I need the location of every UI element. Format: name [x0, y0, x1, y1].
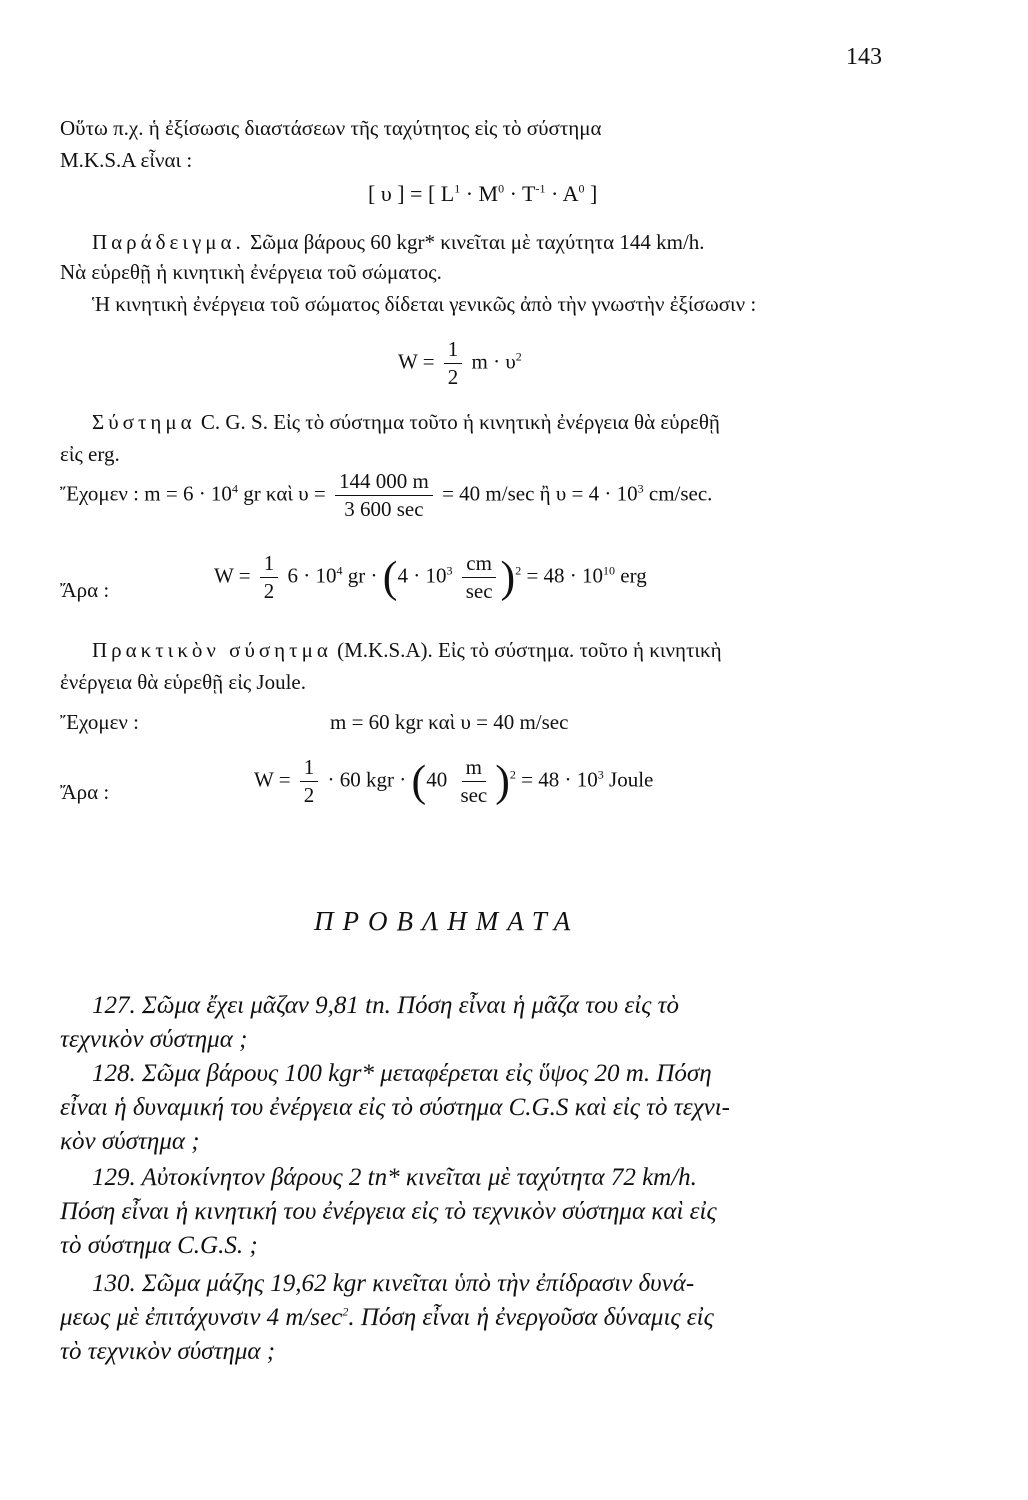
practical-w-mid: · 60 kgr ·	[327, 767, 407, 792]
dim-close: ]	[584, 181, 598, 206]
practical-ara-label: Ἄρα :	[60, 780, 110, 804]
formula-exp: 2	[515, 349, 522, 364]
dim-a: · A	[545, 181, 579, 206]
problem-130-line-3: τὸ τεχνικὸν σύστημα ;	[60, 1338, 276, 1365]
cgs-w-paren-exp: 3	[446, 563, 453, 578]
cgs-v-num: 144 000 m	[335, 470, 433, 496]
cgs-v-exp: 3	[637, 481, 644, 496]
problem-128-line-1: 128. Σῶμα βάρους 100 kgr* μεταφέρεται εἰς ὕψος 20 m. Πόση	[92, 1060, 712, 1087]
formula-rhs: m · υ	[471, 349, 516, 374]
cgs-have-label: Ἔχομεν :	[60, 481, 140, 506]
page-number: 143	[846, 44, 882, 70]
cgs-m-exp: 4	[231, 481, 238, 496]
practical-have-label: Ἔχομεν :	[60, 710, 140, 734]
practical-w-lhs: W =	[254, 767, 291, 792]
intro-line-1: Οὕτω π.χ. ἡ ἐξίσωσις διαστάσεων τῆς ταχύτητος εἰς τὸ σύστημα	[60, 116, 602, 140]
practical-close-paren: )	[495, 756, 510, 806]
cgs-w-mid: 6 · 10	[287, 563, 337, 588]
cgs-line-1	[92, 412, 720, 433]
example-line-3: Ἡ κινητικὴ ἐνέργεια τοῦ σώματος δίδεται γενικῶς ἀπὸ τὴν γνωστὴν ἐξίσωσιν :	[92, 292, 757, 316]
practical-text-1: (M.K.S.A). Εἰς τὸ σύστημα. τοῦτο ἡ κινητικὴ	[331, 638, 722, 662]
dim-lhs: [ υ ] = [	[368, 181, 441, 206]
example-line-2: Νὰ εὑρεθῇ ἡ κινητικὴ ἐνέργεια τοῦ σώματος.	[60, 260, 442, 284]
practical-w-num: 1	[300, 756, 319, 782]
dim-l-exp: 1	[454, 181, 461, 196]
dim-a-exp: 0	[578, 181, 585, 196]
formula-denominator: 2	[447, 365, 459, 390]
formula-lhs: W =	[398, 349, 435, 374]
cgs-m-unit: gr καὶ υ =	[237, 481, 326, 506]
example-line-1	[92, 232, 705, 253]
close-paren: )	[500, 552, 516, 602]
cgs-line-2: εἰς erg.	[60, 442, 120, 466]
practical-w-result: = 48 · 10	[521, 767, 598, 792]
formula-fraction	[444, 338, 463, 389]
practical-w-den: 2	[303, 783, 315, 808]
cgs-w-result-exp: 10	[603, 563, 616, 578]
cgs-w-result-unit: erg	[615, 563, 647, 588]
practical-unit-num: m	[462, 756, 486, 782]
problem-130-l2a: μεως μὲ ἐπιτάχυνσιν 4 m/sec	[60, 1304, 343, 1331]
problem-129-line-3: τὸ σύστημα C.G.S. ;	[60, 1232, 258, 1259]
formula-numerator: 1	[444, 338, 463, 364]
example-text-1: Σῶμα βάρους 60 kgr* κινεῖται μὲ ταχύτητα 144 km/h.	[244, 230, 705, 254]
cgs-w-paren-in: 4 · 10	[397, 563, 447, 588]
practical-w-result-unit: Joule	[603, 767, 654, 792]
cgs-have-line	[60, 470, 712, 521]
cgs-text-1: C. G. S. Εἰς τὸ σύστημα τοῦτο ἡ κινητικὴ ἐνέργεια θὰ εὑρεθῇ	[195, 410, 720, 434]
practical-label: Πρακτικὸν σύσητμα	[92, 638, 332, 662]
problems-title: ΠΡΟΒΛΗΜΑΤΑ	[314, 906, 580, 936]
practical-unit-fraction	[456, 756, 491, 807]
problem-130-exp: 2	[342, 1304, 349, 1319]
cgs-w-fraction	[260, 552, 279, 603]
cgs-label: Σύστημα	[92, 410, 196, 434]
cgs-w-mid2: gr ·	[342, 563, 378, 588]
problem-128-line-3: κὸν σύστημα ;	[60, 1128, 200, 1155]
problem-129-line-1: 129. Αὐτοκίνητον βάρους 2 tn* κινεῖται μὲ ταχύτητα 72 km/h.	[92, 1164, 697, 1191]
problem-129-line-2: Πόση εἶναι ἡ κινητική του ἐνέργεια εἰς τὸ τεχνικὸν σύστημα καὶ εἰς	[60, 1198, 717, 1225]
practical-w-fraction	[300, 756, 319, 807]
practical-w-result-exp: 3	[597, 767, 604, 782]
cgs-w-result: = 48 · 10	[526, 563, 604, 588]
problem-130-l2b: . Πόση εἶναι ἡ ἐνεργοῦσα δύναμις εἰς	[348, 1304, 714, 1331]
problem-130-line-1: 130. Σῶμα μάζης 19,62 kgr κινεῖται ὑπὸ τὴν ἐπίδρασιν δυνά-	[92, 1270, 695, 1297]
cgs-w-mid-exp: 4	[336, 563, 343, 578]
dim-m: · M	[460, 181, 499, 206]
practical-line-1	[92, 640, 722, 661]
dim-l: L	[440, 181, 455, 206]
dim-t: · T	[504, 181, 536, 206]
cgs-v-unit: cm/sec.	[643, 481, 713, 506]
cgs-w-sq: 2	[515, 563, 522, 578]
practical-unit-den: sec	[460, 783, 488, 808]
problem-127-line-2: τεχνικὸν σύστημα ;	[60, 1026, 248, 1053]
cgs-ara-label: Ἄρα :	[60, 578, 110, 602]
intro-line-2: M.K.S.A εἶναι :	[60, 148, 193, 172]
cgs-v-den: 3 600 sec	[344, 497, 424, 522]
problem-127-line-1: 127. Σῶμα ἔχει μᾶζαν 9,81 tn. Πόση εἶναι ἡ μᾶζα του εἰς τὸ	[92, 992, 680, 1019]
dim-m-exp: 0	[498, 181, 505, 196]
dim-t-exp: -1	[535, 181, 546, 196]
cgs-velocity-fraction	[335, 470, 433, 521]
practical-result-formula	[254, 756, 653, 807]
practical-have-expr: m = 60 kgr καὶ υ = 40 m/sec	[330, 710, 569, 734]
dimension-equation	[368, 183, 597, 205]
cgs-v-result: = 40 m/sec ἢ υ = 4 · 10	[442, 481, 638, 506]
cgs-w-num: 1	[260, 552, 279, 578]
kinetic-energy-formula	[398, 338, 522, 389]
practical-line-2: ἐνέργεια θὰ εὑρεθῇ εἰς Joule.	[60, 670, 306, 694]
practical-w-sq: 2	[509, 767, 516, 782]
cgs-w-den: 2	[263, 579, 275, 604]
cgs-unit-den: sec	[465, 579, 493, 604]
cgs-m-expr: m = 6 · 10	[144, 481, 232, 506]
practical-open-paren: (	[411, 756, 427, 806]
cgs-w-lhs: W =	[214, 563, 251, 588]
cgs-result-formula	[214, 552, 647, 603]
problem-128-line-2: εἶναι ἡ δυναμική του ἐνέργεια εἰς τὸ σύστημα C.G.S καὶ εἰς τὸ τεχνι-	[60, 1094, 730, 1121]
example-label: Παράδειγμα.	[92, 230, 245, 254]
practical-w-paren-in: 40	[426, 767, 448, 792]
cgs-unit-fraction	[462, 552, 497, 603]
open-paren: (	[382, 552, 398, 602]
cgs-unit-num: cm	[462, 552, 496, 578]
